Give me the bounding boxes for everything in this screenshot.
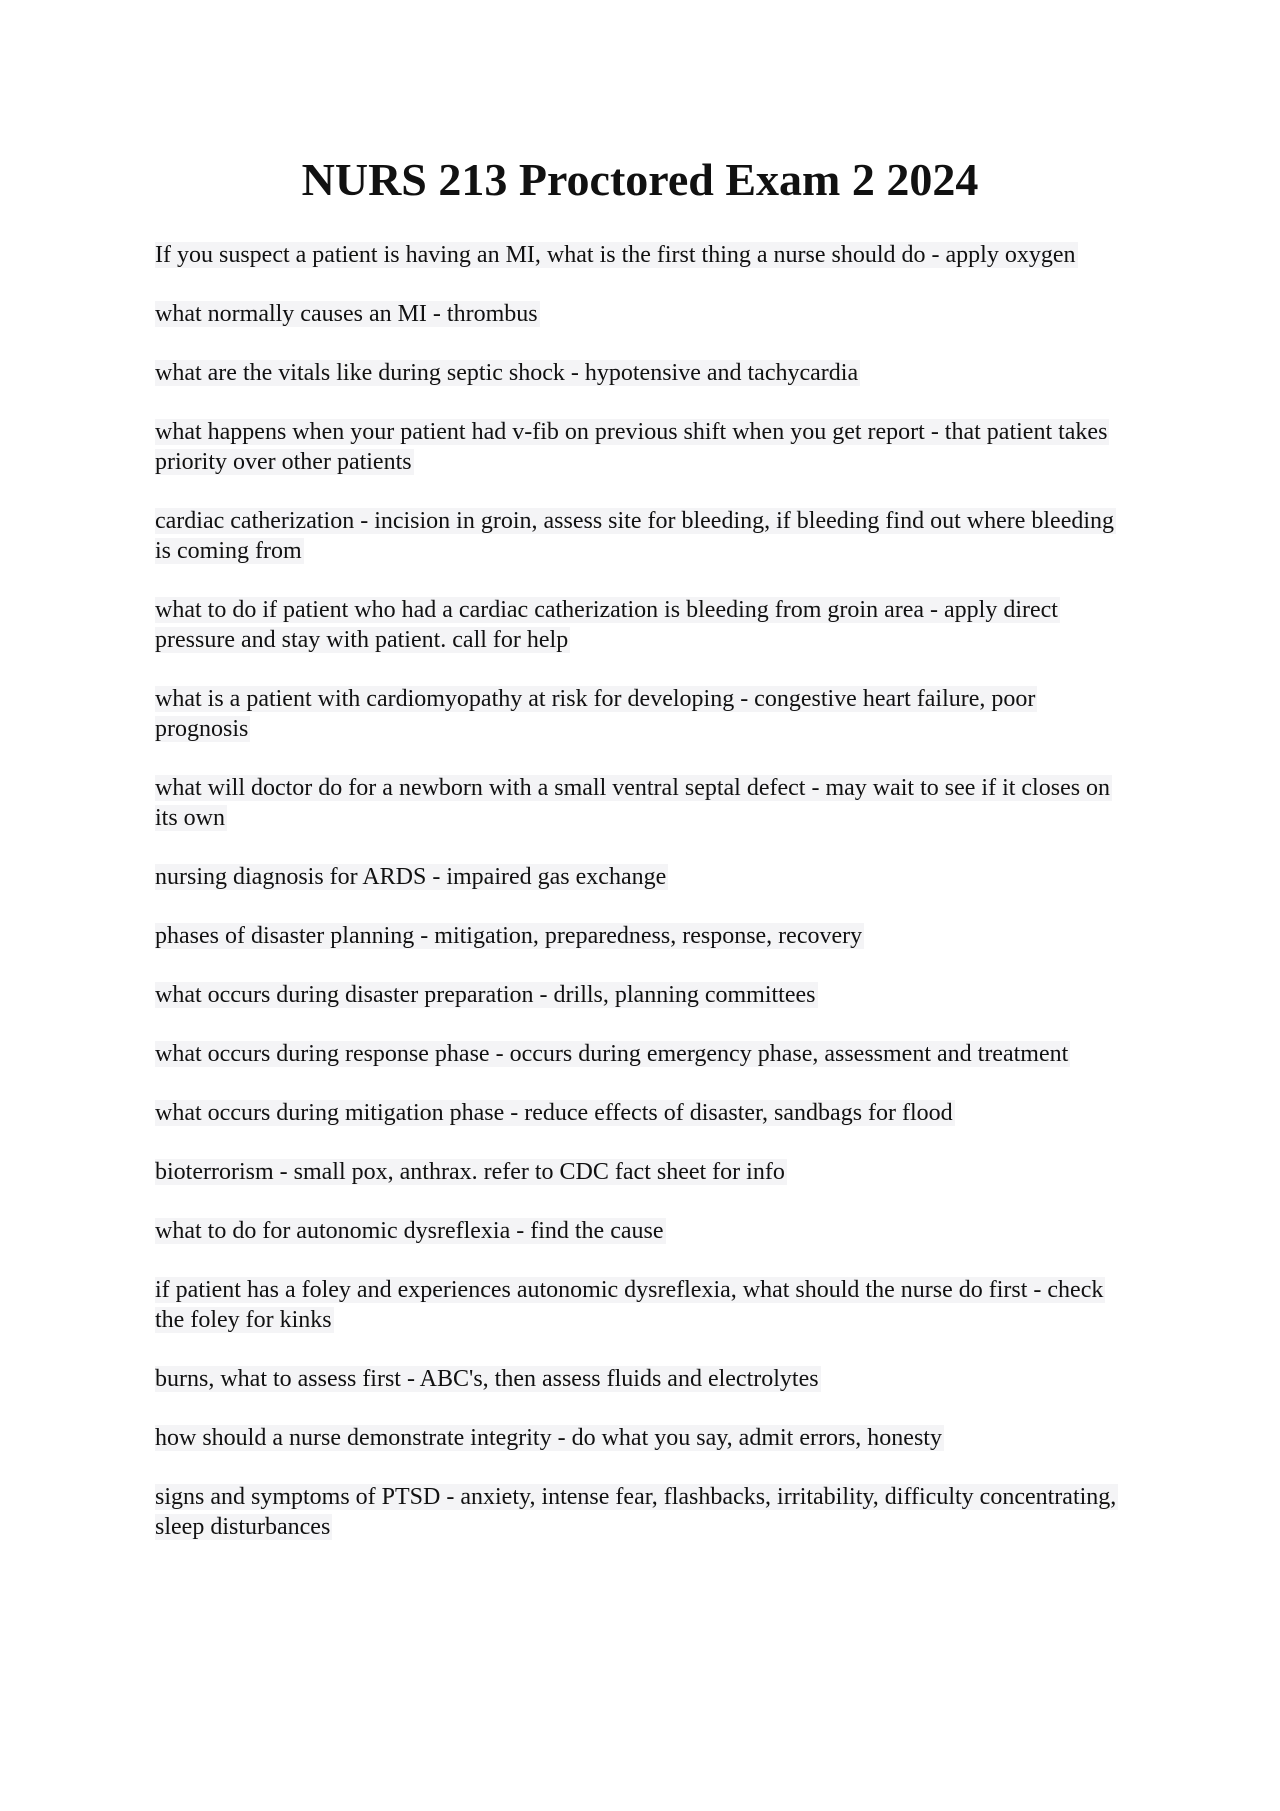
qa-item-text: If you suspect a patient is having an MI, what is the first thing a nurse should do - apply oxygen [155, 242, 1076, 268]
qa-item [155, 506, 1130, 566]
qa-item [155, 773, 1130, 833]
qa-item [155, 1364, 1130, 1394]
qa-item [155, 1482, 1130, 1542]
qa-item [155, 980, 1130, 1010]
qa-item-text: burns, what to assess first - ABC's, then assess fluids and electrolytes [155, 1366, 819, 1392]
qa-item [155, 1098, 1130, 1128]
qa-item-text: what happens when your patient had v-fib on previous shift when you get report - that patient takes priority over other patients [155, 419, 1108, 475]
qa-list [155, 240, 1130, 1571]
qa-item-text: what is a patient with cardiomyopathy at risk for developing - congestive heart failure, poor prognosis [155, 686, 1036, 742]
qa-item [155, 595, 1130, 655]
qa-item [155, 240, 1130, 270]
qa-item-text: what will doctor do for a newborn with a small ventral septal defect - may wait to see if it closes on its own [155, 775, 1111, 831]
qa-item-text: bioterrorism - small pox, anthrax. refer to CDC fact sheet for info [155, 1159, 785, 1185]
qa-item-text: if patient has a foley and experiences autonomic dysreflexia, what should the nurse do first - check the foley for kinks [155, 1277, 1104, 1333]
qa-item [155, 417, 1130, 477]
qa-item-text: nursing diagnosis for ARDS - impaired gas exchange [155, 864, 667, 890]
qa-item-text: what to do if patient who had a cardiac catherization is bleeding from groin area - apply direct pressure and stay with patient. call for help [155, 597, 1058, 653]
qa-item-text: what occurs during disaster preparation - drills, planning committees [155, 982, 816, 1008]
qa-item [155, 862, 1130, 892]
qa-item-text: signs and symptoms of PTSD - anxiety, intense fear, flashbacks, irritability, difficulty concentrating, sleep disturbances [155, 1484, 1117, 1540]
document-title: NURS 213 Proctored Exam 2 2024 [301, 154, 979, 205]
qa-item [155, 684, 1130, 744]
qa-item [155, 1216, 1130, 1246]
qa-item-text: what are the vitals like during septic shock - hypotensive and tachycardia [155, 360, 859, 386]
qa-item-text: cardiac catherization - incision in groin, assess site for bleeding, if bleeding find out where bleeding is coming from [155, 508, 1115, 564]
qa-item [155, 1157, 1130, 1187]
qa-item [155, 358, 1130, 388]
qa-item [155, 921, 1130, 951]
qa-item-text: how should a nurse demonstrate integrity - do what you say, admit errors, honesty [155, 1425, 942, 1451]
qa-item-text: what normally causes an MI - thrombus [155, 301, 538, 327]
qa-item-text: phases of disaster planning - mitigation, preparedness, response, recovery [155, 923, 863, 949]
qa-item [155, 1275, 1130, 1335]
qa-item [155, 299, 1130, 329]
qa-item [155, 1423, 1130, 1453]
qa-item [155, 1039, 1130, 1069]
qa-item-text: what to do for autonomic dysreflexia - find the cause [155, 1218, 664, 1244]
qa-item-text: what occurs during mitigation phase - reduce effects of disaster, sandbags for flood [155, 1100, 953, 1126]
qa-item-text: what occurs during response phase - occurs during emergency phase, assessment and treatment [155, 1041, 1069, 1067]
